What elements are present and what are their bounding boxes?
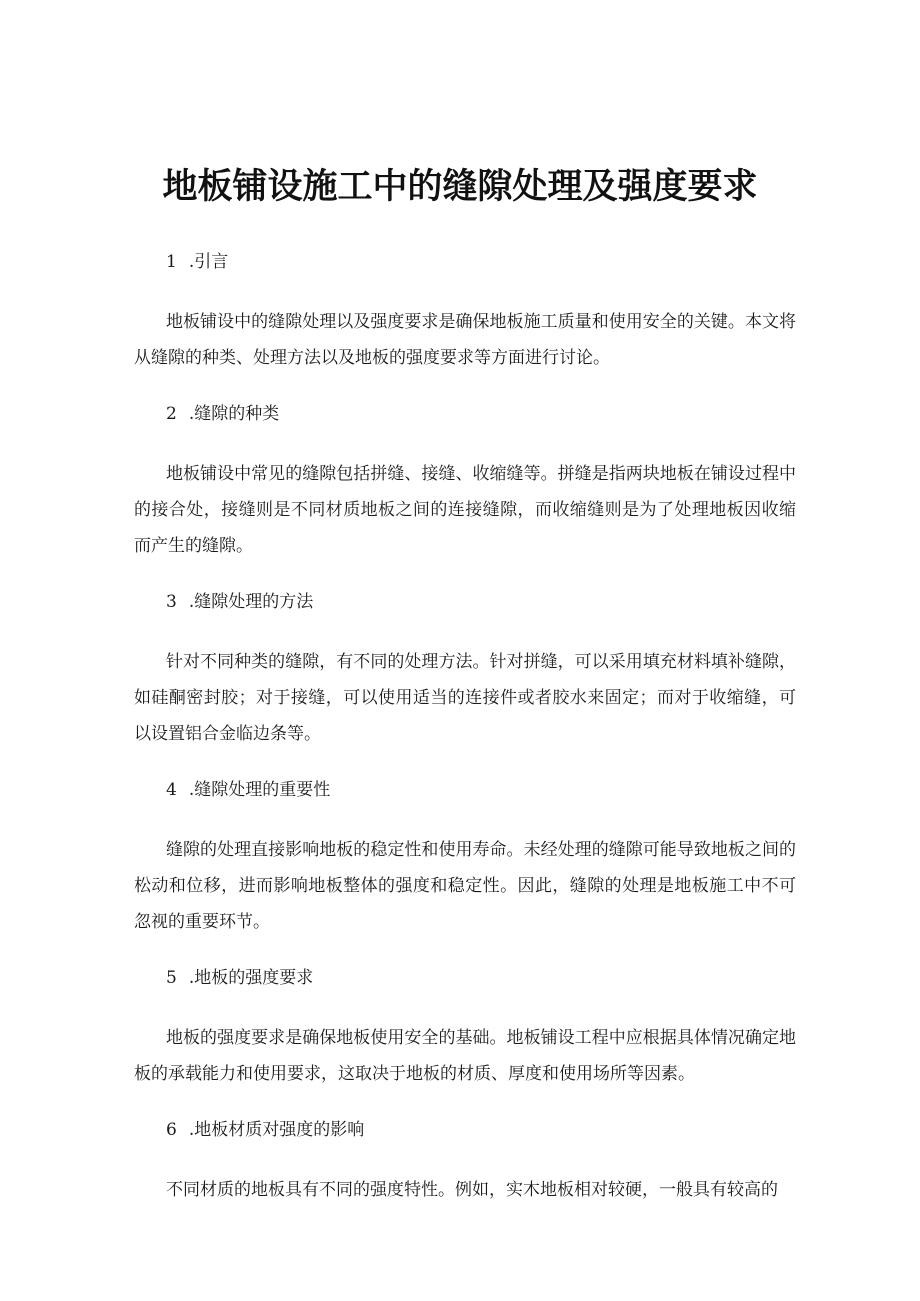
section-heading-text: .引言 [188, 252, 229, 272]
section-heading-text: .地板材质对强度的影响 [188, 1120, 365, 1140]
section-heading-text: .地板的强度要求 [188, 968, 314, 988]
section-heading-text: .缝隙处理的重要性 [188, 780, 331, 800]
document-title: 地板铺设施工中的缝隙处理及强度要求 [162, 167, 758, 207]
section-heading-1 [134, 248, 796, 276]
section-number: 2 [166, 404, 177, 424]
section-number: 6 [166, 1120, 177, 1140]
section-heading-4 [134, 776, 796, 804]
section-paragraph-6: 不同材质的地板具有不同的强度特性。例如，实木地板相对较硬，一般具有较高的 [166, 1180, 778, 1200]
section-heading-3 [134, 588, 796, 616]
section-number: 3 [166, 592, 177, 612]
section-paragraph-4: 缝隙的处理直接影响地板的稳定性和使用寿命。未经处理的缝隙可能导致地板之间的松动和位移，进而影响地板整体的强度和稳定性。因此，缝隙的处理是地板施工中不可忽视的重要环节。 [134, 840, 796, 932]
section-paragraph-1: 地板铺设中的缝隙处理以及强度要求是确保地板施工质量和使用安全的关键。本文将从缝隙的种类、处理方法以及地板的强度要求等方面进行讨论。 [134, 312, 796, 368]
section-paragraph-3: 针对不同种类的缝隙，有不同的处理方法。针对拼缝，可以采用填充材料填补缝隙，如硅酮密封胶；对于接缝，可以使用适当的连接件或者胶水来固定；而对于收缩缝，可以设置铝合金临边条等。 [134, 652, 796, 744]
section-number: 1 [166, 252, 177, 272]
section-heading-text: .缝隙处理的方法 [188, 592, 314, 612]
section-number: 5 [166, 968, 177, 988]
section-paragraph-2: 地板铺设中常见的缝隙包括拼缝、接缝、收缩缝等。拼缝是指两块地板在铺设过程中的接合处，接缝则是不同材质地板之间的连接缝隙，而收缩缝则是为了处理地板因收缩而产生的缝隙。 [134, 464, 796, 556]
section-heading-5 [134, 964, 796, 992]
document-body [134, 248, 796, 1232]
section-paragraph-5: 地板的强度要求是确保地板使用安全的基础。地板铺设工程中应根据具体情况确定地板的承载能力和使用要求，这取决于地板的材质、厚度和使用场所等因素。 [134, 1028, 796, 1084]
section-heading-6 [134, 1116, 796, 1144]
section-heading-2 [134, 400, 796, 428]
section-number: 4 [166, 780, 177, 800]
section-heading-text: .缝隙的种类 [188, 404, 280, 424]
